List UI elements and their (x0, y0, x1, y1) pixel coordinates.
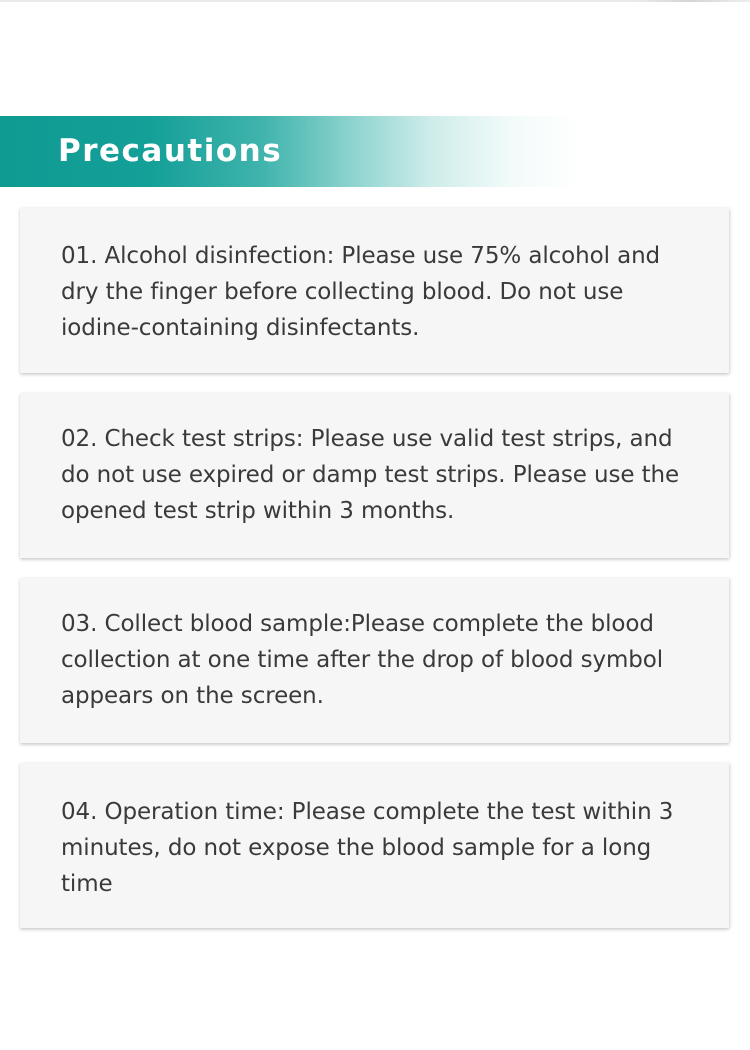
precaution-card-1 (20, 208, 729, 373)
precaution-text-4: 04. Operation time: Please complete the test within 3 minutes, do not expose the blood sample for a long time (61, 799, 674, 897)
top-divider (0, 0, 750, 2)
precaution-card-2 (20, 393, 729, 558)
precaution-card-4 (20, 763, 729, 928)
section-title: Precautions (58, 133, 283, 169)
precaution-text-3: 03. Collect blood sample:Please complete the blood collection at one time after the drop of blood symbol appears on the screen. (61, 611, 664, 709)
precaution-text-2: 02. Check test strips: Please use valid test strips, and do not use expired or damp test strips. Please use the opened test strip within 3 months. (61, 426, 680, 524)
precaution-card-3 (20, 578, 729, 743)
section-header-banner (0, 116, 580, 187)
precaution-text-1: 01. Alcohol disinfection: Please use 75% alcohol and dry the finger before collecting blood. Do not use iodine-containing disinfectants. (61, 243, 661, 341)
